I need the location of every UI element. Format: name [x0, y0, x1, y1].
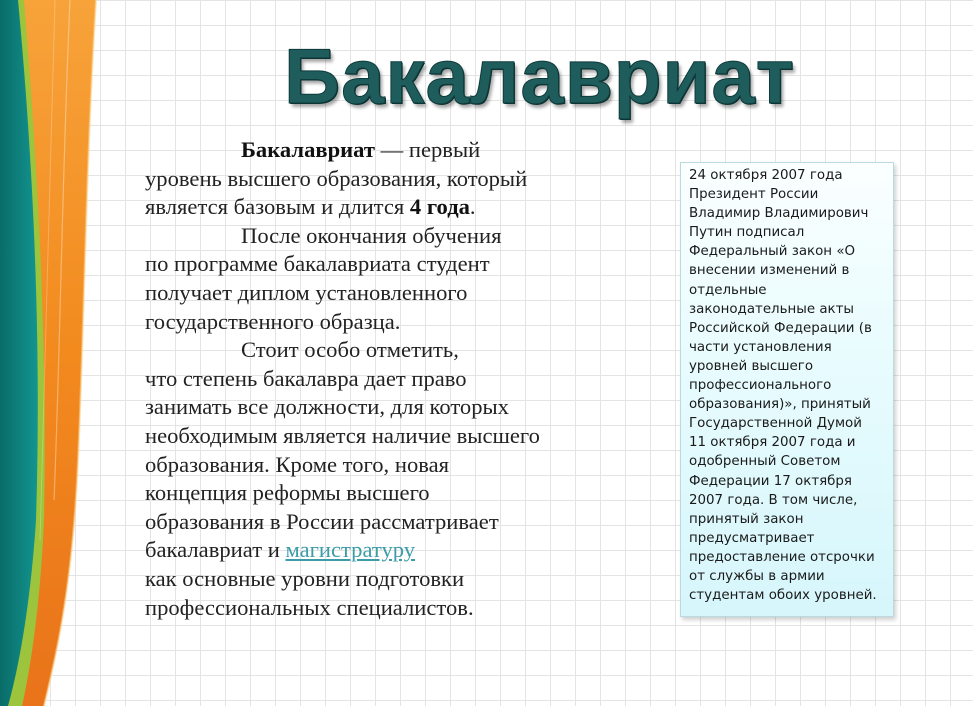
- sidebox-line: профессионального: [689, 378, 832, 394]
- sidebox-line: 2007 года. В том числе,: [689, 492, 858, 508]
- text-line: профессиональных специалистов.: [145, 594, 474, 620]
- sidebox-line: образования)», принятый: [689, 397, 871, 413]
- sidebox-line: одобренный Советом: [689, 454, 841, 470]
- text-line: уровень высшего образования, который: [145, 165, 528, 191]
- sidebox-line: Федерации 17 октября: [689, 473, 852, 489]
- sidebox-line: Федеральный закон «О: [689, 244, 856, 260]
- sidebox-line: от службы в армии: [689, 568, 825, 584]
- magistratura-link[interactable]: магистратуру: [285, 537, 416, 563]
- sidebox-line: предусматривает: [689, 530, 815, 546]
- text-line: бакалавриат и магистратуру: [145, 537, 416, 563]
- sidebox-line: законодательные акты: [689, 301, 854, 317]
- text-line: что степень бакалавра дает право: [145, 365, 467, 391]
- text-line: образования. Кроме того, новая: [145, 451, 450, 477]
- text-line: занимать все должности, для которых: [145, 394, 509, 420]
- text-line: образования в России рассматривает: [145, 508, 499, 534]
- law-info-box: [680, 162, 894, 617]
- text-line: Стоит особо отметить,: [241, 337, 459, 363]
- sidebox-line: внесении изменений в: [689, 263, 850, 279]
- text-line: по программе бакалавриата студент: [145, 251, 490, 277]
- text-line: получает диплом установленного: [145, 279, 468, 305]
- sidebox-line: Российской Федерации (в: [689, 320, 872, 336]
- slide-title: Бакалавриат: [284, 32, 795, 120]
- sidebox-line: предоставление отсрочки: [689, 549, 875, 565]
- text-line: является базовым и длится 4 года.: [145, 194, 476, 220]
- term-bakalavriat: Бакалавриат: [241, 137, 375, 162]
- main-text: [145, 136, 625, 622]
- decorative-side-bands: [0, 0, 110, 706]
- text-line: государственного образца.: [145, 308, 401, 334]
- sidebox-line: 11 октября 2007 года и: [689, 435, 856, 451]
- text-line: После окончания обучения: [241, 222, 502, 248]
- sidebox-line: 24 октября 2007 года: [689, 168, 843, 183]
- sidebox-line: студентам обоих уровней.: [689, 588, 877, 604]
- text-line: необходимым является наличие высшего: [145, 422, 540, 448]
- sidebox-line: Путин подписал: [689, 225, 805, 241]
- text-line: концепция реформы высшего: [145, 480, 430, 506]
- text-line: как основные уровни подготовки: [145, 565, 465, 591]
- sidebox-line: отдельные: [689, 282, 767, 298]
- duration-4-years: 4 года: [409, 194, 470, 220]
- sidebox-line: Государственной Думой: [689, 416, 862, 432]
- sidebox-line: части установления: [689, 339, 832, 355]
- sidebox-line: Владимир Владимирович: [689, 206, 869, 222]
- sidebox-line: уровней высшего: [689, 358, 814, 374]
- sidebox-line: Президент России: [689, 187, 819, 203]
- sidebox-line: принятый закон: [689, 511, 804, 527]
- text-line: Бакалавриат — первый: [241, 137, 481, 162]
